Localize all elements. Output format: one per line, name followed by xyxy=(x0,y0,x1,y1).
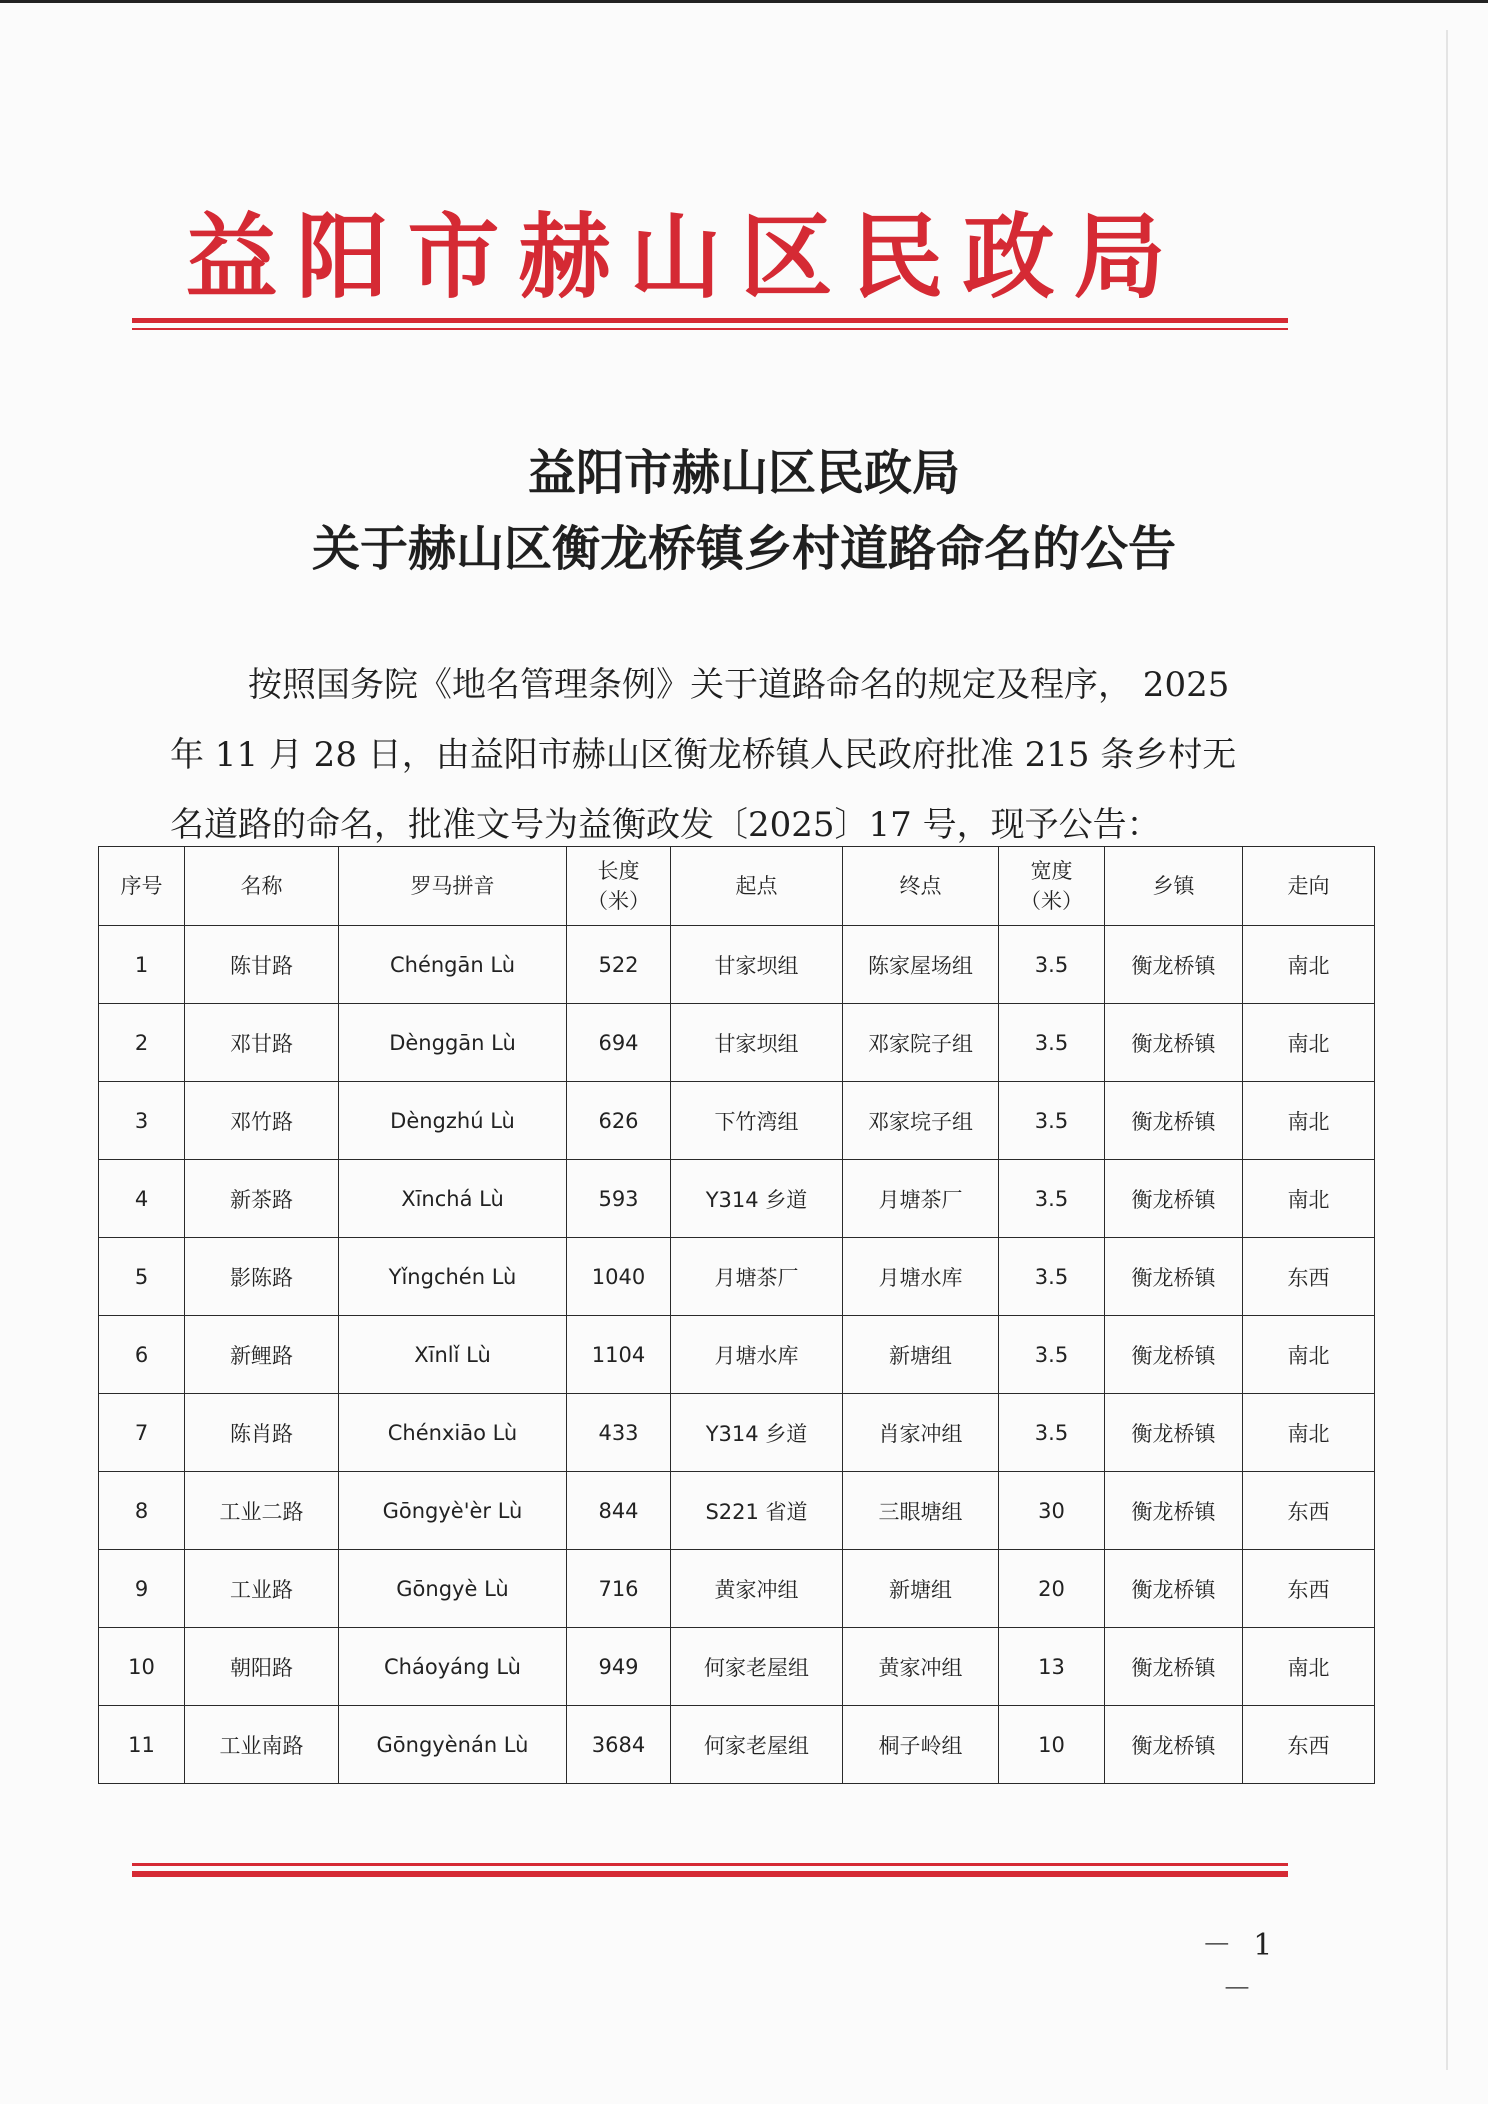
table-row xyxy=(99,1706,1375,1784)
cell-width: 20 xyxy=(999,1550,1105,1628)
table-row xyxy=(99,1394,1375,1472)
cell-start: Y314 乡道 xyxy=(671,1160,843,1238)
table-row xyxy=(99,1628,1375,1706)
cell-direction: 东西 xyxy=(1243,1550,1375,1628)
cell-end: 月塘水库 xyxy=(843,1238,999,1316)
cell-width: 10 xyxy=(999,1706,1105,1784)
cell-name: 邓竹路 xyxy=(185,1082,339,1160)
cell-town: 衡龙桥镇 xyxy=(1105,1316,1243,1394)
header-direction: 走向 xyxy=(1243,847,1375,926)
cell-town: 衡龙桥镇 xyxy=(1105,1394,1243,1472)
cell-direction: 南北 xyxy=(1243,1316,1375,1394)
header-length-label: 长度 xyxy=(597,859,640,883)
scan-right-edge xyxy=(1446,30,1448,2070)
notice-body-line3: 名道路的命名，批准文号为益衡政发〔2025〕17 号，现予公告： xyxy=(170,805,1161,845)
notice-title-line1: 益阳市赫山区民政局 xyxy=(527,445,960,501)
header-start: 起点 xyxy=(671,847,843,926)
table-body xyxy=(99,926,1375,1784)
header-index: 序号 xyxy=(99,847,185,926)
cell-direction: 南北 xyxy=(1243,1628,1375,1706)
cell-start: 下竹湾组 xyxy=(671,1082,843,1160)
cell-town: 衡龙桥镇 xyxy=(1105,1082,1243,1160)
cell-length: 1104 xyxy=(567,1316,671,1394)
scan-top-edge xyxy=(0,0,1488,3)
cell-length: 3684 xyxy=(567,1706,671,1784)
cell-name: 陈甘路 xyxy=(185,926,339,1004)
cell-pinyin: Gōngyènán Lù xyxy=(339,1706,567,1784)
notice-body-line1 xyxy=(170,650,1330,720)
table-row xyxy=(99,1550,1375,1628)
notice-body-text-1: 按照国务院《地名管理条例》关于道路命名的规定及程序， 2025 xyxy=(248,665,1230,705)
cell-start: 月塘茶厂 xyxy=(671,1238,843,1316)
cell-width: 3.5 xyxy=(999,1316,1105,1394)
header-name: 名称 xyxy=(185,847,339,926)
cell-start: 何家老屋组 xyxy=(671,1706,843,1784)
cell-end: 桐子岭组 xyxy=(843,1706,999,1784)
table-row xyxy=(99,1472,1375,1550)
cell-start: 何家老屋组 xyxy=(671,1628,843,1706)
cell-length: 694 xyxy=(567,1004,671,1082)
cell-direction: 南北 xyxy=(1243,1082,1375,1160)
cell-start: 甘家坝组 xyxy=(671,926,843,1004)
cell-town: 衡龙桥镇 xyxy=(1105,1706,1243,1784)
cell-town: 衡龙桥镇 xyxy=(1105,1628,1243,1706)
cell-pinyin: Xīnchá Lù xyxy=(339,1160,567,1238)
cell-end: 黄家冲组 xyxy=(843,1628,999,1706)
table-header-row xyxy=(99,847,1375,926)
cell-pinyin: Dèngzhú Lù xyxy=(339,1082,567,1160)
header-end: 终点 xyxy=(843,847,999,926)
cell-name: 新鲤路 xyxy=(185,1316,339,1394)
cell-index: 9 xyxy=(99,1550,185,1628)
cell-length: 522 xyxy=(567,926,671,1004)
cell-name: 工业二路 xyxy=(185,1472,339,1550)
cell-town: 衡龙桥镇 xyxy=(1105,1160,1243,1238)
cell-direction: 南北 xyxy=(1243,1004,1375,1082)
cell-pinyin: Gōngyè'èr Lù xyxy=(339,1472,567,1550)
cell-pinyin: Chénxiāo Lù xyxy=(339,1394,567,1472)
cell-pinyin: Xīnlǐ Lù xyxy=(339,1316,567,1394)
cell-width: 3.5 xyxy=(999,1082,1105,1160)
cell-index: 5 xyxy=(99,1238,185,1316)
cell-direction: 南北 xyxy=(1243,1160,1375,1238)
letterhead-title: 益阳市赫山区民政局 xyxy=(185,203,1185,311)
cell-width: 3.5 xyxy=(999,1238,1105,1316)
header-width-unit: （米） xyxy=(1020,889,1083,913)
letterhead-red-rule-thin xyxy=(132,328,1288,330)
cell-end: 陈家屋场组 xyxy=(843,926,999,1004)
cell-length: 844 xyxy=(567,1472,671,1550)
cell-width: 3.5 xyxy=(999,1004,1105,1082)
cell-direction: 南北 xyxy=(1243,926,1375,1004)
cell-index: 7 xyxy=(99,1394,185,1472)
notice-body-line2: 年 11 月 28 日，由益阳市赫山区衡龙桥镇人民政府批准 215 条乡村无 xyxy=(170,735,1237,775)
cell-start: 甘家坝组 xyxy=(671,1004,843,1082)
cell-length: 949 xyxy=(567,1628,671,1706)
cell-index: 3 xyxy=(99,1082,185,1160)
cell-end: 肖家冲组 xyxy=(843,1394,999,1472)
cell-width: 3.5 xyxy=(999,1394,1105,1472)
cell-direction: 东西 xyxy=(1243,1238,1375,1316)
cell-end: 新塘组 xyxy=(843,1550,999,1628)
cell-width: 30 xyxy=(999,1472,1105,1550)
cell-length: 716 xyxy=(567,1550,671,1628)
header-width-label: 宽度 xyxy=(1030,859,1073,883)
cell-length: 433 xyxy=(567,1394,671,1472)
cell-end: 邓家垸子组 xyxy=(843,1082,999,1160)
cell-direction: 东西 xyxy=(1243,1472,1375,1550)
cell-end: 新塘组 xyxy=(843,1316,999,1394)
footer-red-rule-bottom xyxy=(132,1871,1288,1877)
cell-pinyin: Yǐngchén Lù xyxy=(339,1238,567,1316)
cell-index: 1 xyxy=(99,926,185,1004)
table-row xyxy=(99,1316,1375,1394)
header-length xyxy=(567,847,671,926)
header-width xyxy=(999,847,1105,926)
cell-pinyin: Gōngyè Lù xyxy=(339,1550,567,1628)
cell-town: 衡龙桥镇 xyxy=(1105,1550,1243,1628)
cell-town: 衡龙桥镇 xyxy=(1105,1004,1243,1082)
header-length-unit: （米） xyxy=(587,889,650,913)
table-row xyxy=(99,1238,1375,1316)
cell-length: 593 xyxy=(567,1160,671,1238)
cell-start: Y314 乡道 xyxy=(671,1394,843,1472)
cell-name: 工业南路 xyxy=(185,1706,339,1784)
cell-length: 626 xyxy=(567,1082,671,1160)
cell-direction: 南北 xyxy=(1243,1394,1375,1472)
cell-town: 衡龙桥镇 xyxy=(1105,1238,1243,1316)
road-naming-table xyxy=(98,846,1375,1784)
cell-width: 3.5 xyxy=(999,926,1105,1004)
cell-pinyin: Cháoyáng Lù xyxy=(339,1628,567,1706)
cell-index: 10 xyxy=(99,1628,185,1706)
table-row xyxy=(99,1160,1375,1238)
cell-start: 月塘水库 xyxy=(671,1316,843,1394)
cell-name: 工业路 xyxy=(185,1550,339,1628)
cell-index: 8 xyxy=(99,1472,185,1550)
cell-pinyin: Dènggān Lù xyxy=(339,1004,567,1082)
notice-title-line2: 关于赫山区衡龙桥镇乡村道路命名的公告 xyxy=(311,521,1176,577)
cell-length: 1040 xyxy=(567,1238,671,1316)
table-row xyxy=(99,926,1375,1004)
cell-name: 陈肖路 xyxy=(185,1394,339,1472)
cell-name: 邓甘路 xyxy=(185,1004,339,1082)
cell-name: 影陈路 xyxy=(185,1238,339,1316)
cell-name: 新茶路 xyxy=(185,1160,339,1238)
letterhead-red-rule-top xyxy=(132,318,1288,323)
cell-start: S221 省道 xyxy=(671,1472,843,1550)
cell-town: 衡龙桥镇 xyxy=(1105,1472,1243,1550)
header-pinyin: 罗马拼音 xyxy=(339,847,567,926)
cell-town: 衡龙桥镇 xyxy=(1105,926,1243,1004)
header-town: 乡镇 xyxy=(1105,847,1243,926)
cell-pinyin: Chéngān Lù xyxy=(339,926,567,1004)
cell-name: 朝阳路 xyxy=(185,1628,339,1706)
cell-index: 4 xyxy=(99,1160,185,1238)
cell-end: 邓家院子组 xyxy=(843,1004,999,1082)
cell-index: 11 xyxy=(99,1706,185,1784)
cell-start: 黄家冲组 xyxy=(671,1550,843,1628)
cell-index: 6 xyxy=(99,1316,185,1394)
cell-index: 2 xyxy=(99,1004,185,1082)
table-row xyxy=(99,1082,1375,1160)
table-row xyxy=(99,1004,1375,1082)
cell-width: 3.5 xyxy=(999,1160,1105,1238)
cell-direction: 东西 xyxy=(1243,1706,1375,1784)
page-number: － 1 － xyxy=(1201,1928,1279,2007)
cell-end: 月塘茶厂 xyxy=(843,1160,999,1238)
cell-width: 13 xyxy=(999,1628,1105,1706)
cell-end: 三眼塘组 xyxy=(843,1472,999,1550)
footer-red-rule-top xyxy=(132,1863,1288,1866)
